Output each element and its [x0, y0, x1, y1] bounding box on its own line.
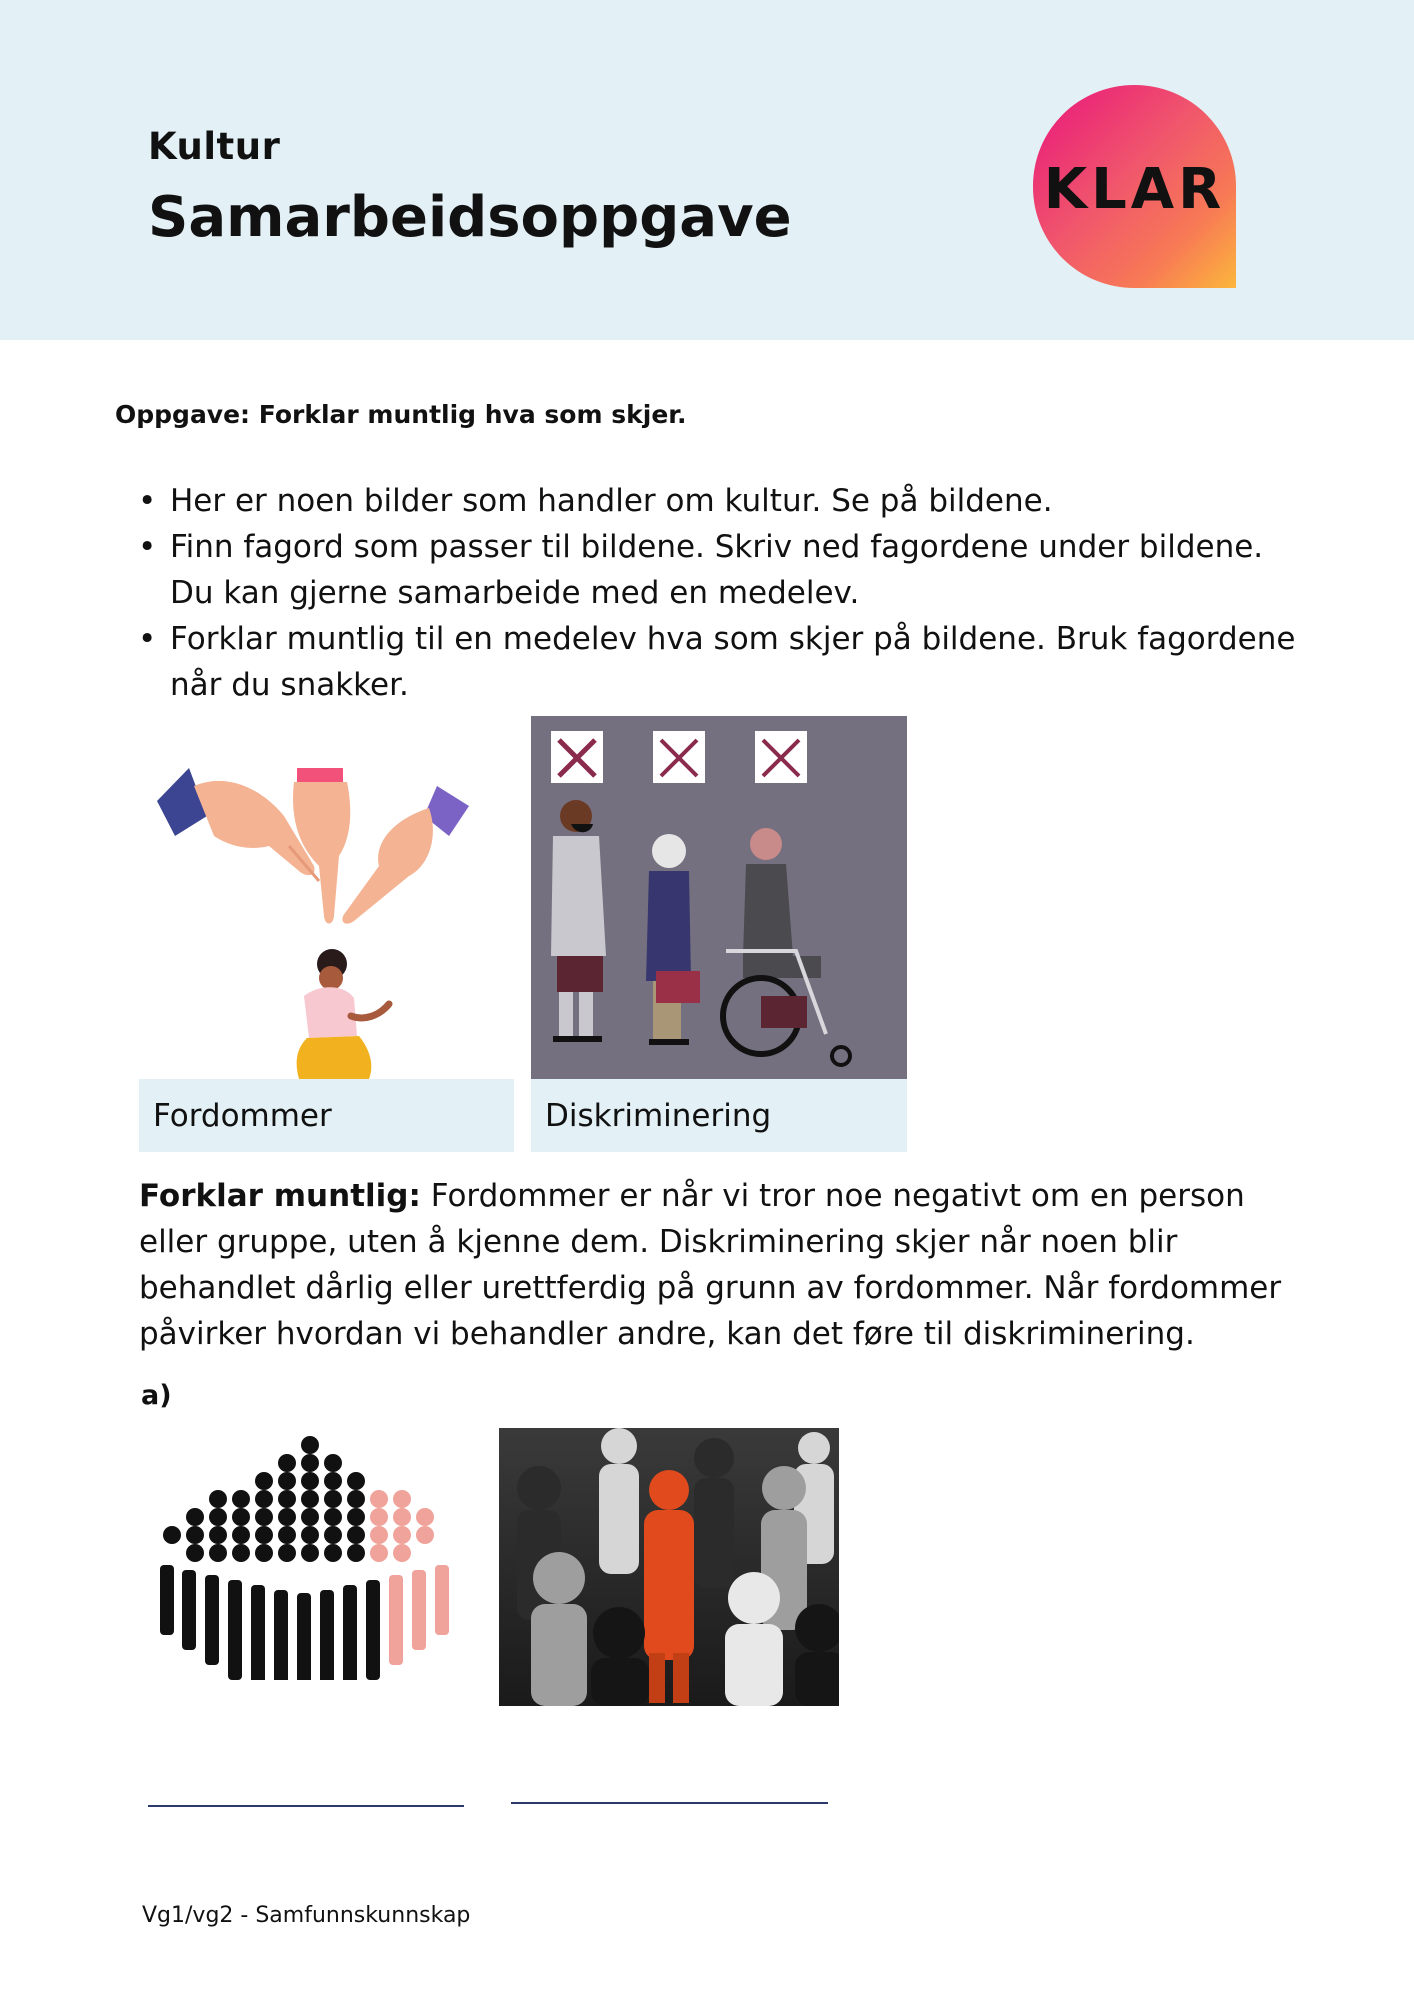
- crowd-body: [182, 1570, 196, 1650]
- crowd-head: [370, 1526, 388, 1544]
- crowd-head: [347, 1544, 365, 1562]
- crowd-head: [186, 1544, 204, 1562]
- instruction-item: • Her er noen bilder som handler om kultur. Se på bildene.: [138, 478, 1298, 524]
- crowd-minority-illustration: [150, 1435, 470, 1680]
- subject-label: Kultur: [148, 125, 281, 168]
- crowd-head: [232, 1544, 250, 1562]
- crowd-head: [393, 1526, 411, 1544]
- crowd-head: [278, 1490, 296, 1508]
- crowd-head: [232, 1490, 250, 1508]
- crowd-head: [278, 1526, 296, 1544]
- crowd-head: [209, 1526, 227, 1544]
- crowd-body: [320, 1590, 334, 1680]
- instruction-list: [138, 478, 1298, 708]
- crowd-head: [255, 1472, 273, 1490]
- crowd-body: [274, 1590, 288, 1680]
- crowd-head: [255, 1544, 273, 1562]
- part-a-label: a): [141, 1380, 172, 1411]
- standout-figure-photo: [499, 1428, 839, 1706]
- answer-box-1: Fordommer: [139, 1079, 514, 1152]
- crowd-head: [324, 1454, 342, 1472]
- crowd-head: [324, 1472, 342, 1490]
- prejudice-illustration: [139, 716, 514, 1079]
- crowd-head: [393, 1490, 411, 1508]
- crowd-head: [393, 1508, 411, 1526]
- rejected-marks: [551, 731, 807, 783]
- crowd-head: [301, 1454, 319, 1472]
- footer-text: Vg1/vg2 - Samfunnskunnskap: [142, 1903, 471, 1928]
- crowd-head: [324, 1490, 342, 1508]
- crowd-body: [297, 1593, 311, 1680]
- crowd-head: [301, 1490, 319, 1508]
- crowd-body: [205, 1575, 219, 1665]
- instruction-item: • Forklar muntlig til en medelev hva som skjer på bildene. Bruk fagordene når du snakker.: [138, 616, 1298, 708]
- crowd-head: [370, 1490, 388, 1508]
- crowd-head: [209, 1490, 227, 1508]
- crowd-head: [255, 1490, 273, 1508]
- crowd-head: [186, 1526, 204, 1544]
- crowd-head: [278, 1454, 296, 1472]
- crowd-body: [343, 1585, 357, 1680]
- instruction-item: • Finn fagord som passer til bildene. Skriv ned fagordene under bildene. Du kan gjerne samarbeide med en medelev.: [138, 524, 1298, 616]
- crowd-head: [232, 1526, 250, 1544]
- crowd-head: [301, 1508, 319, 1526]
- page-title: Samarbeidsoppgave: [148, 185, 792, 250]
- explanation-paragraph: [139, 1173, 1289, 1357]
- crowd-body: [160, 1565, 174, 1635]
- crowd-head: [347, 1526, 365, 1544]
- crowd-head: [301, 1436, 319, 1454]
- crowd-head: [278, 1472, 296, 1490]
- crowd-body: [389, 1575, 403, 1665]
- crowd-head: [301, 1544, 319, 1562]
- crowd-head: [278, 1544, 296, 1562]
- crowd-head: [347, 1490, 365, 1508]
- crowd-head: [278, 1508, 296, 1526]
- crowd-head: [370, 1508, 388, 1526]
- crowd-head: [301, 1472, 319, 1490]
- crowd-body: [412, 1570, 426, 1650]
- crowd-body: [251, 1585, 265, 1680]
- crowd-head: [324, 1508, 342, 1526]
- crowd-head: [301, 1526, 319, 1544]
- answer-box-2: Diskriminering: [531, 1079, 907, 1152]
- explanation-text: Fordommer er når vi tror noe negativt om en person eller gruppe, uten å kjenne dem. Diskriminering skjer når noen blir behandlet dårlig eller urettferdig på grunn av fordommer. Når fordommer påvirker hvordan vi behandler andre, kan det føre til diskriminering.: [139, 1178, 1282, 1352]
- crowd-head: [416, 1508, 434, 1526]
- answer-line-1[interactable]: [148, 1805, 464, 1807]
- crowd-head: [186, 1508, 204, 1526]
- crowd-body: [228, 1580, 242, 1680]
- crowd-head: [393, 1544, 411, 1562]
- crowd-head: [347, 1472, 365, 1490]
- header-band: [0, 0, 1414, 340]
- crowd-head: [255, 1508, 273, 1526]
- crowd-head: [370, 1544, 388, 1562]
- crowd-head: [347, 1508, 365, 1526]
- crowd-head: [209, 1544, 227, 1562]
- discrimination-illustration: [531, 716, 907, 1079]
- crowd-head: [163, 1526, 181, 1544]
- crowd-head: [232, 1508, 250, 1526]
- answer-line-2[interactable]: [511, 1802, 828, 1804]
- crowd-body: [366, 1580, 380, 1680]
- crowd-body: [435, 1565, 449, 1635]
- crowd-head: [209, 1508, 227, 1526]
- crowd-head: [324, 1526, 342, 1544]
- task-heading: Oppgave: Forklar muntlig hva som skjer.: [115, 400, 687, 429]
- crowd-head: [255, 1526, 273, 1544]
- crowd-head: [416, 1526, 434, 1544]
- explanation-label: Forklar muntlig:: [139, 1178, 421, 1214]
- klar-logo: [1033, 85, 1236, 288]
- crowd-head: [324, 1544, 342, 1562]
- logo-text: KLAR: [1043, 157, 1226, 222]
